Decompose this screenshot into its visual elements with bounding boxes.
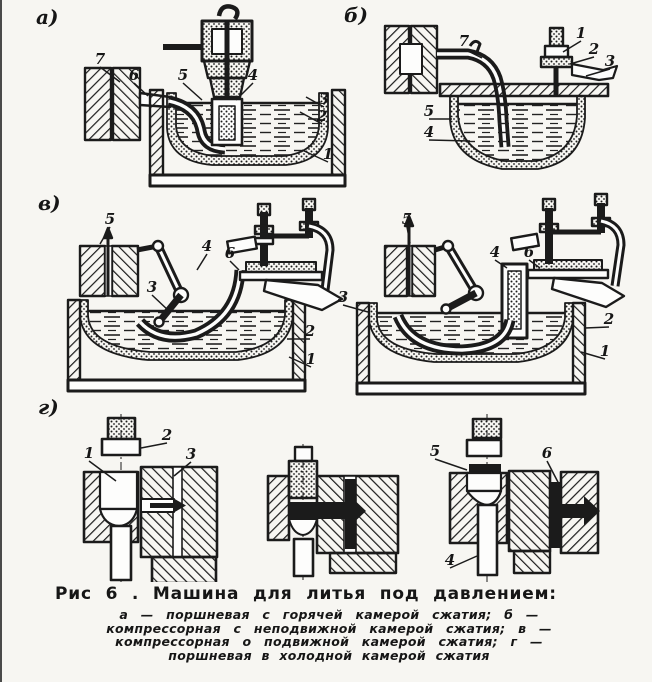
callout-v-left-6: 6 [224, 244, 236, 262]
press-piston [473, 419, 501, 438]
callout-g1-3: 3 [185, 445, 197, 463]
caption-line-3: компрессорная о подвижной камерой сжатия; г — [115, 634, 543, 649]
callout-b-4: 4 [423, 123, 435, 141]
callout-v-left-1: 1 [305, 350, 317, 368]
callout-a-6: 6 [128, 66, 140, 84]
callout-v-left-4: 4 [201, 237, 213, 255]
callout-a-5: 5 [177, 66, 189, 84]
callout-v-right-5: 5 [401, 210, 413, 228]
furnace-wall [150, 90, 163, 182]
callout-v-right-2: 2 [603, 310, 615, 328]
callout-a-3: 3 [318, 90, 330, 108]
callout-a-1: 1 [322, 145, 334, 163]
callout-v-right-1: 1 [599, 342, 611, 360]
press-piston [108, 418, 135, 439]
air-valve [550, 28, 563, 46]
callout-leader [429, 140, 470, 141]
die-block [80, 246, 105, 296]
caption-title: Рис 6 . Машина для литья под давлением: [55, 584, 557, 604]
cover-plate [440, 84, 608, 96]
counter-plunger [111, 526, 131, 580]
callout-leader [197, 254, 207, 270]
panel-v-right-diagram [357, 194, 624, 394]
callout-a-2: 2 [316, 107, 328, 125]
panel-b-diagram [385, 26, 617, 169]
callout-v-left-5: 5 [104, 210, 116, 228]
callout-b-1: 1 [575, 24, 587, 42]
callout-v-right-6: 6 [523, 243, 535, 261]
callout-v-left-2: 2 [304, 322, 316, 340]
caption-line-2: компрессорная с неподвижной камерой сжатия; в — [106, 620, 552, 636]
callout-a-7: 7 [94, 50, 106, 68]
panel-a-diagram [85, 6, 345, 186]
figure-caption [55, 584, 603, 662]
callout-b-3: 3 [604, 52, 616, 70]
die-block [385, 246, 407, 296]
callout-leader [435, 459, 467, 470]
die-block [509, 471, 550, 551]
callout-g3-6: 6 [541, 444, 553, 462]
callout-g1-1: 1 [83, 444, 95, 462]
poured-metal [469, 464, 501, 473]
caption-sublines [55, 608, 603, 662]
panel-label-g1: г) [38, 395, 59, 419]
callout-g3-5: 5 [429, 442, 441, 460]
callout-a-4: 4 [247, 66, 259, 84]
callout-b-2: 2 [588, 40, 600, 58]
die-block [85, 68, 111, 140]
furnace-wall [357, 303, 369, 391]
panel-g1-diagram [84, 414, 217, 582]
panel-label-a: а) [36, 5, 59, 29]
caption-line-1: а — поршневая с горячей камерой сжатия; б — [119, 607, 539, 622]
pressing-chamber-block [268, 476, 289, 540]
hook-icon [219, 6, 237, 19]
callout-g3-4: 4 [444, 551, 456, 569]
callout-g1-2: 2 [161, 426, 173, 444]
panel-g3-diagram [450, 414, 600, 582]
furnace-wall [68, 300, 80, 388]
callout-b-7: 7 [458, 32, 470, 50]
panel-g2-diagram [268, 444, 398, 580]
callout-b-5: 5 [423, 102, 435, 120]
callout-leader [152, 295, 170, 312]
callout-leader [230, 261, 239, 270]
panel-label-v-left: в) [38, 191, 61, 215]
callout-v-right-4: 4 [489, 243, 501, 261]
press-piston [289, 461, 317, 498]
callout-v-left-3: 3 [146, 278, 158, 296]
callout-v-right-3: 3 [337, 288, 349, 306]
counter-plunger [478, 505, 497, 575]
valve-assembly [224, 199, 342, 310]
callout-leader [183, 83, 202, 100]
callout-leader [570, 57, 594, 64]
panel-label-b: б) [344, 3, 368, 27]
caption-line-4: поршневая в холодной камерой сжатия [168, 647, 490, 663]
counter-plunger [294, 539, 313, 576]
